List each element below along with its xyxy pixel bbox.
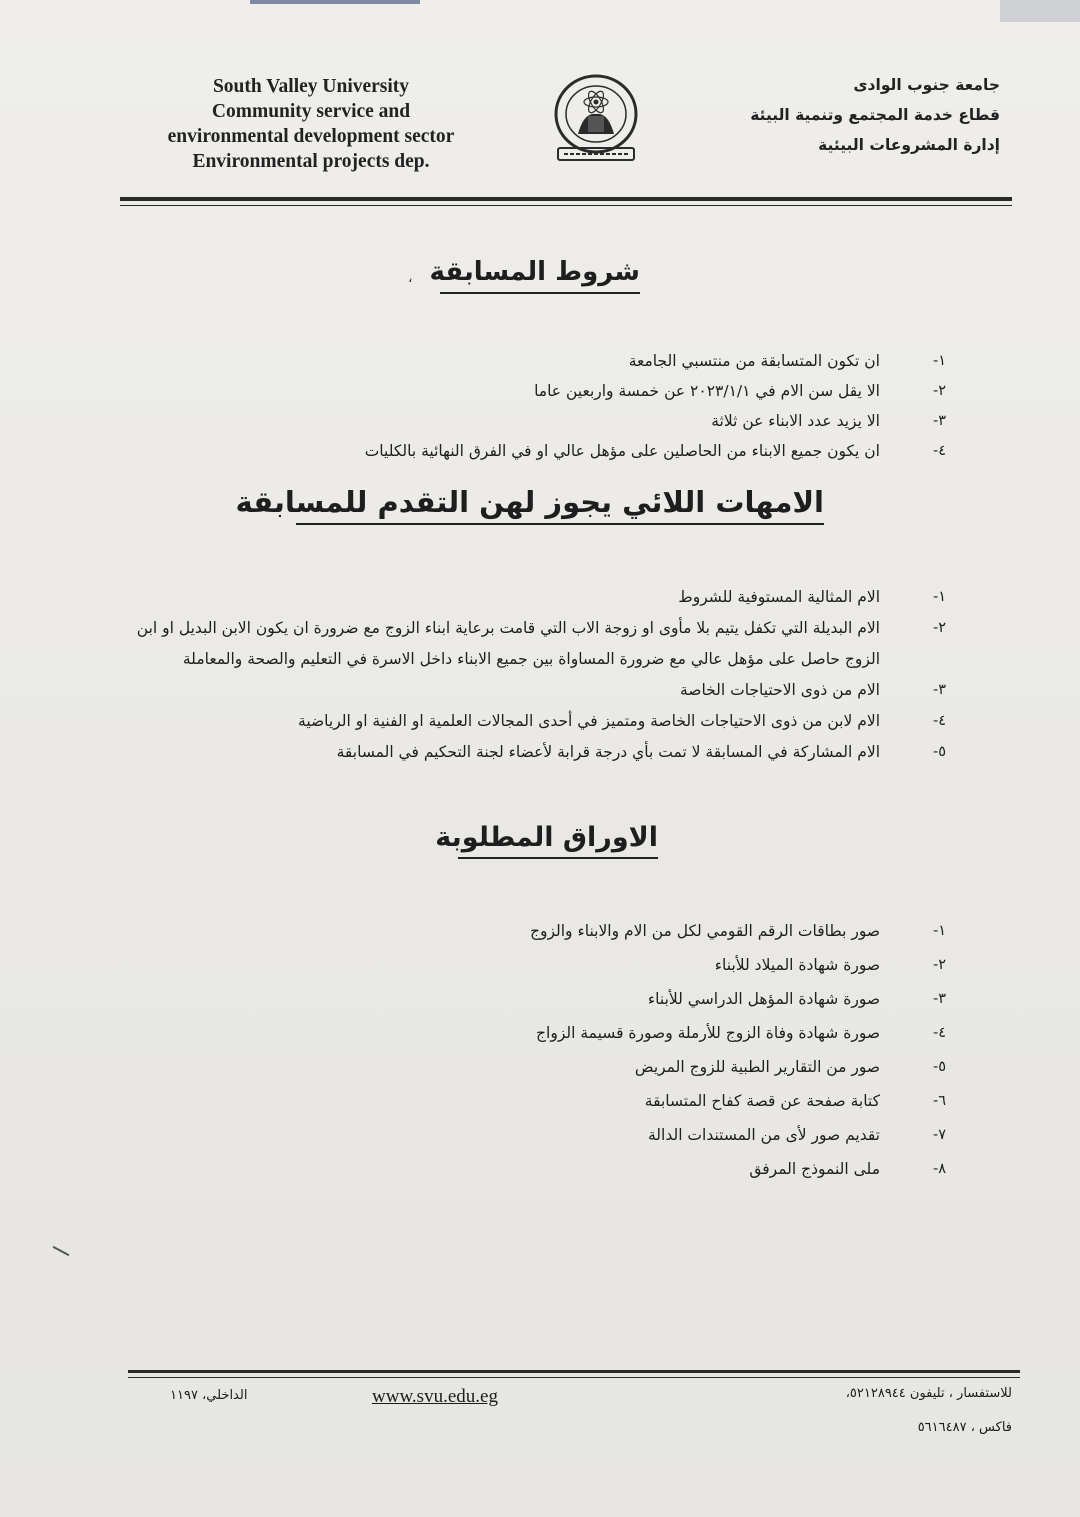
list-item: [130, 436, 1010, 466]
footer-divider: [128, 1370, 1020, 1373]
item-number: ٧-: [932, 1127, 946, 1143]
item-text: الام البديلة التي تكفل يتيم بلا مأوى او زوجة الاب التي قامت برعاية ابناء الزوج مع ضرورة ان يكون الابن البديل او ابن الزوج حاصل على مؤهل عالي مع ضرورة المساواة بين جميع الابناء داخل الاسرة في التعليم والصحة والمعاملة: [136, 619, 880, 668]
item-number: ٨-: [932, 1161, 946, 1177]
header-divider-thin: [120, 205, 1012, 206]
list-item: [110, 582, 1010, 613]
item-text: تقديم صور لأى من المستندات الدالة: [648, 1126, 880, 1144]
item-number: ٦-: [932, 1093, 946, 1109]
header-divider: [120, 197, 1012, 201]
item-number: ٥-: [932, 744, 946, 760]
list-item: [130, 1016, 1010, 1050]
item-text: الام من ذوى الاحتياجات الخاصة: [679, 681, 880, 699]
english-header-line-3: environmental development sector: [167, 126, 455, 147]
item-text: ملى النموذج المرفق: [749, 1160, 880, 1178]
arabic-header-line-3: إدارة المشروعات البيئية: [818, 136, 1000, 154]
english-header: [150, 74, 472, 174]
university-logo-icon: [550, 72, 642, 168]
english-header-line-4: Environmental projects dep.: [192, 151, 430, 172]
item-number: ٤-: [932, 713, 946, 729]
item-text: الا يزيد عدد الابناء عن ثلاثة: [711, 412, 880, 430]
item-text: ان يكون جميع الابناء من الحاصلين على مؤهل عالي او في الفرق النهائية بالكليات: [364, 442, 880, 460]
scan-mark: [250, 0, 420, 4]
footer-phone: للاستفسار ، تليفون ٥٢١٢٨٩٤٤،: [845, 1386, 1012, 1401]
footer-fax: فاكس ، ٥٦١٦٤٨٧: [917, 1420, 1012, 1435]
list-item: [130, 982, 1010, 1016]
item-number: ١-: [932, 589, 946, 605]
item-text: الام المشاركة في المسابقة لا تمت بأي درجة قرابة لأعضاء لجنة التحكيم في المسابقة: [336, 743, 880, 761]
item-number: ٥-: [932, 1059, 946, 1075]
list-item: [110, 675, 1010, 706]
list-item: [130, 914, 1010, 948]
conditions-list: [130, 346, 1010, 466]
item-number: ٤-: [932, 443, 946, 459]
list-item: [130, 1118, 1010, 1152]
english-header-line-2: Community service and: [211, 101, 411, 122]
item-text: صورة شهادة وفاة الزوج للأرملة وصورة قسيمة الزواج: [536, 1024, 880, 1042]
item-number: ١-: [932, 923, 946, 939]
item-number: ٤-: [932, 1025, 946, 1041]
item-text: الام لابن من ذوى الاحتياجات الخاصة ومتميز في أحدى المجالات العلمية او الفنية او الرياضية: [298, 712, 880, 730]
footer-divider-thin: [128, 1377, 1020, 1378]
item-number: ٢-: [932, 383, 946, 399]
item-number: ٣-: [932, 413, 946, 429]
title-mark: ،: [408, 270, 413, 286]
footer-website-link[interactable]: www.svu.edu.eg: [372, 1386, 498, 1407]
item-text: كتابة صفحة عن قصة كفاح المتسابقة: [644, 1092, 880, 1110]
eligible-mothers-list: [110, 582, 1010, 768]
scan-smudge: [53, 1246, 70, 1256]
english-header-line-1: South Valley University: [212, 76, 410, 97]
list-item: [130, 346, 1010, 376]
arabic-header-line-1: جامعة جنوب الوادى: [853, 76, 1000, 94]
item-number: ٢-: [932, 620, 946, 636]
list-item: [110, 706, 1010, 737]
required-papers-list: [130, 914, 1010, 1186]
item-text: الام المثالية المستوفية للشروط: [678, 588, 880, 606]
item-text: صور بطاقات الرقم القومي لكل من الام والابناء والزوج: [529, 922, 880, 940]
arabic-header: [660, 70, 1000, 160]
list-item: [130, 948, 1010, 982]
scan-corner: [1000, 0, 1080, 22]
list-item: [130, 1084, 1010, 1118]
list-item: [110, 613, 1010, 675]
item-text: الا يقل سن الام في ٢٠٢٣/١/١ عن خمسة واربعين عاما: [534, 382, 880, 400]
section-title-conditions: شروط المسابقة: [440, 258, 640, 294]
list-item: [130, 406, 1010, 436]
item-number: ٣-: [932, 682, 946, 698]
list-item: [130, 1050, 1010, 1084]
item-text: ان تكون المتسابقة من منتسبي الجامعة: [628, 352, 880, 370]
item-number: ١-: [932, 353, 946, 369]
list-item: [130, 376, 1010, 406]
footer-extension: الداخلي، ١١٩٧: [170, 1388, 248, 1403]
list-item: [130, 1152, 1010, 1186]
item-text: صور من التقارير الطبية للزوج المريض: [634, 1058, 880, 1076]
section-title-eligible-mothers: الامهات اللائي يجوز لهن التقدم للمسابقة: [296, 486, 824, 525]
item-text: صورة شهادة المؤهل الدراسي للأبناء: [647, 990, 880, 1008]
section-title-required-papers: الاوراق المطلوبة: [458, 822, 658, 859]
item-number: ٣-: [932, 991, 946, 1007]
item-text: صورة شهادة الميلاد للأبناء: [714, 956, 880, 974]
arabic-header-line-2: قطاع خدمة المجتمع وتنمية البيئة: [750, 106, 1000, 124]
list-item: [110, 737, 1010, 768]
item-number: ٢-: [932, 957, 946, 973]
